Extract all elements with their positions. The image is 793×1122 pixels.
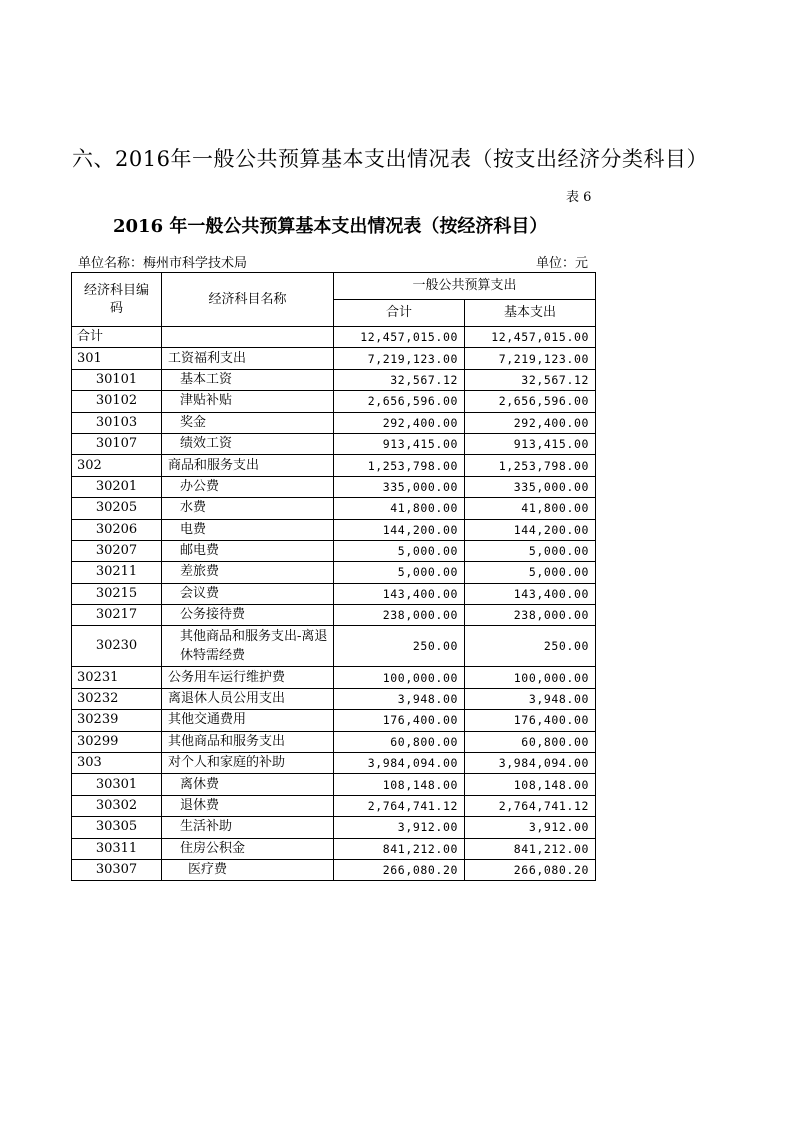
table-row xyxy=(72,455,596,476)
row-basic: 2,764,741.12 xyxy=(465,795,596,816)
row-basic: 3,984,094.00 xyxy=(465,753,596,774)
table-row xyxy=(72,433,596,454)
header-code: 经济科目编码 xyxy=(72,273,162,327)
row-code: 30201 xyxy=(72,476,162,497)
row-name: 其他交通费用 xyxy=(162,710,334,731)
table-row xyxy=(72,859,596,880)
row-name: 奖金 xyxy=(162,412,334,433)
row-total: 108,148.00 xyxy=(334,774,465,795)
table-row xyxy=(72,731,596,752)
row-name: 电费 xyxy=(162,519,334,540)
row-code: 30207 xyxy=(72,540,162,561)
row-code: 30217 xyxy=(72,605,162,626)
row-total: 250.00 xyxy=(334,626,465,667)
row-basic: 5,000.00 xyxy=(465,562,596,583)
row-basic: 292,400.00 xyxy=(465,412,596,433)
currency-unit: 单位：元 xyxy=(535,256,588,271)
row-name: 公务接待费 xyxy=(162,605,334,626)
row-total: 2,764,741.12 xyxy=(334,795,465,816)
table-row xyxy=(72,605,596,626)
row-code: 30301 xyxy=(72,774,162,795)
table-row xyxy=(72,817,596,838)
table-row xyxy=(72,369,596,390)
row-total: 292,400.00 xyxy=(334,412,465,433)
row-total: 238,000.00 xyxy=(334,605,465,626)
row-total: 913,415.00 xyxy=(334,433,465,454)
table-title: 2016 年一般公共预算基本支出情况表（按经济科目） xyxy=(113,216,548,237)
row-name: 工资福利支出 xyxy=(162,348,334,369)
row-name: 其他商品和服务支出-离退休特需经费 xyxy=(162,626,334,667)
row-basic: 100,000.00 xyxy=(465,667,596,688)
row-name: 商品和服务支出 xyxy=(162,455,334,476)
row-code: 30107 xyxy=(72,433,162,454)
row-total: 7,219,123.00 xyxy=(334,348,465,369)
row-code: 30102 xyxy=(72,391,162,412)
table-row xyxy=(72,540,596,561)
row-name: 离休费 xyxy=(162,774,334,795)
table-row xyxy=(72,710,596,731)
table-row xyxy=(72,476,596,497)
row-total: 1,253,798.00 xyxy=(334,455,465,476)
row-code: 30239 xyxy=(72,710,162,731)
row-name: 离退休人员公用支出 xyxy=(162,688,334,709)
table-row xyxy=(72,774,596,795)
row-name: 津贴补贴 xyxy=(162,391,334,412)
row-basic: 7,219,123.00 xyxy=(465,348,596,369)
row-basic: 60,800.00 xyxy=(465,731,596,752)
row-basic: 335,000.00 xyxy=(465,476,596,497)
row-total: 60,800.00 xyxy=(334,731,465,752)
row-basic: 913,415.00 xyxy=(465,433,596,454)
row-code: 30311 xyxy=(72,838,162,859)
row-name: 对个人和家庭的补助 xyxy=(162,753,334,774)
table-row xyxy=(72,348,596,369)
row-name: 办公费 xyxy=(162,476,334,497)
row-total: 841,212.00 xyxy=(334,838,465,859)
table-row xyxy=(72,519,596,540)
row-code: 302 xyxy=(72,455,162,476)
row-total: 2,656,596.00 xyxy=(334,391,465,412)
row-total: 143,400.00 xyxy=(334,583,465,604)
row-basic: 1,253,798.00 xyxy=(465,455,596,476)
row-basic: 5,000.00 xyxy=(465,540,596,561)
row-code: 303 xyxy=(72,753,162,774)
row-total: 32,567.12 xyxy=(334,369,465,390)
row-basic: 3,948.00 xyxy=(465,688,596,709)
row-total: 5,000.00 xyxy=(334,562,465,583)
row-code: 30206 xyxy=(72,519,162,540)
row-basic: 176,400.00 xyxy=(465,710,596,731)
table-row xyxy=(72,583,596,604)
row-basic: 12,457,015.00 xyxy=(465,327,596,348)
row-code: 30232 xyxy=(72,688,162,709)
row-name: 医疗费 xyxy=(162,859,334,880)
row-basic: 3,912.00 xyxy=(465,817,596,838)
row-name: 基本工资 xyxy=(162,369,334,390)
expenditure-table xyxy=(71,272,596,881)
header-group: 一般公共预算支出 xyxy=(334,273,596,300)
row-name: 会议费 xyxy=(162,583,334,604)
row-code: 30211 xyxy=(72,562,162,583)
table-row xyxy=(72,795,596,816)
row-name: 水费 xyxy=(162,498,334,519)
table-row xyxy=(72,498,596,519)
row-total: 41,800.00 xyxy=(334,498,465,519)
row-total: 266,080.20 xyxy=(334,859,465,880)
row-code: 30215 xyxy=(72,583,162,604)
table-number: 表 6 xyxy=(566,190,592,205)
row-code: 30205 xyxy=(72,498,162,519)
row-total: 335,000.00 xyxy=(334,476,465,497)
row-code: 30307 xyxy=(72,859,162,880)
row-name: 绩效工资 xyxy=(162,433,334,454)
table-row xyxy=(72,688,596,709)
table-row xyxy=(72,838,596,859)
row-name: 退休费 xyxy=(162,795,334,816)
row-code: 30231 xyxy=(72,667,162,688)
row-name: 公务用车运行维护费 xyxy=(162,667,334,688)
header-basic: 基本支出 xyxy=(465,300,596,327)
row-code: 30101 xyxy=(72,369,162,390)
row-basic: 41,800.00 xyxy=(465,498,596,519)
row-name: 邮电费 xyxy=(162,540,334,561)
row-basic: 108,148.00 xyxy=(465,774,596,795)
row-basic: 32,567.12 xyxy=(465,369,596,390)
row-total: 12,457,015.00 xyxy=(334,327,465,348)
row-basic: 266,080.20 xyxy=(465,859,596,880)
row-code: 30302 xyxy=(72,795,162,816)
table-body xyxy=(72,327,596,881)
unit-name: 单位名称：梅州市科学技术局 xyxy=(78,256,248,271)
row-name: 住房公积金 xyxy=(162,838,334,859)
row-basic: 2,656,596.00 xyxy=(465,391,596,412)
row-basic: 238,000.00 xyxy=(465,605,596,626)
row-name: 差旅费 xyxy=(162,562,334,583)
page-heading: 六、2016年一般公共预算基本支出情况表（按支出经济分类科目） xyxy=(72,147,708,171)
row-total: 5,000.00 xyxy=(334,540,465,561)
row-total: 3,984,094.00 xyxy=(334,753,465,774)
table-row xyxy=(72,667,596,688)
header-total: 合计 xyxy=(334,300,465,327)
table-row xyxy=(72,562,596,583)
header-name: 经济科目名称 xyxy=(162,273,334,327)
table-row xyxy=(72,391,596,412)
row-code: 30299 xyxy=(72,731,162,752)
row-total: 3,912.00 xyxy=(334,817,465,838)
table-row xyxy=(72,753,596,774)
row-basic: 250.00 xyxy=(465,626,596,667)
row-code: 301 xyxy=(72,348,162,369)
row-basic: 144,200.00 xyxy=(465,519,596,540)
row-basic: 841,212.00 xyxy=(465,838,596,859)
row-name: 生活补助 xyxy=(162,817,334,838)
row-code: 30103 xyxy=(72,412,162,433)
row-total: 144,200.00 xyxy=(334,519,465,540)
table-row xyxy=(72,327,596,348)
table-row xyxy=(72,412,596,433)
table-row xyxy=(72,626,596,667)
row-total: 100,000.00 xyxy=(334,667,465,688)
row-total: 3,948.00 xyxy=(334,688,465,709)
row-total: 176,400.00 xyxy=(334,710,465,731)
row-basic: 143,400.00 xyxy=(465,583,596,604)
row-name: 其他商品和服务支出 xyxy=(162,731,334,752)
row-code: 30305 xyxy=(72,817,162,838)
row-code: 合计 xyxy=(72,327,162,348)
row-name xyxy=(162,327,334,348)
row-code: 30230 xyxy=(72,626,162,667)
